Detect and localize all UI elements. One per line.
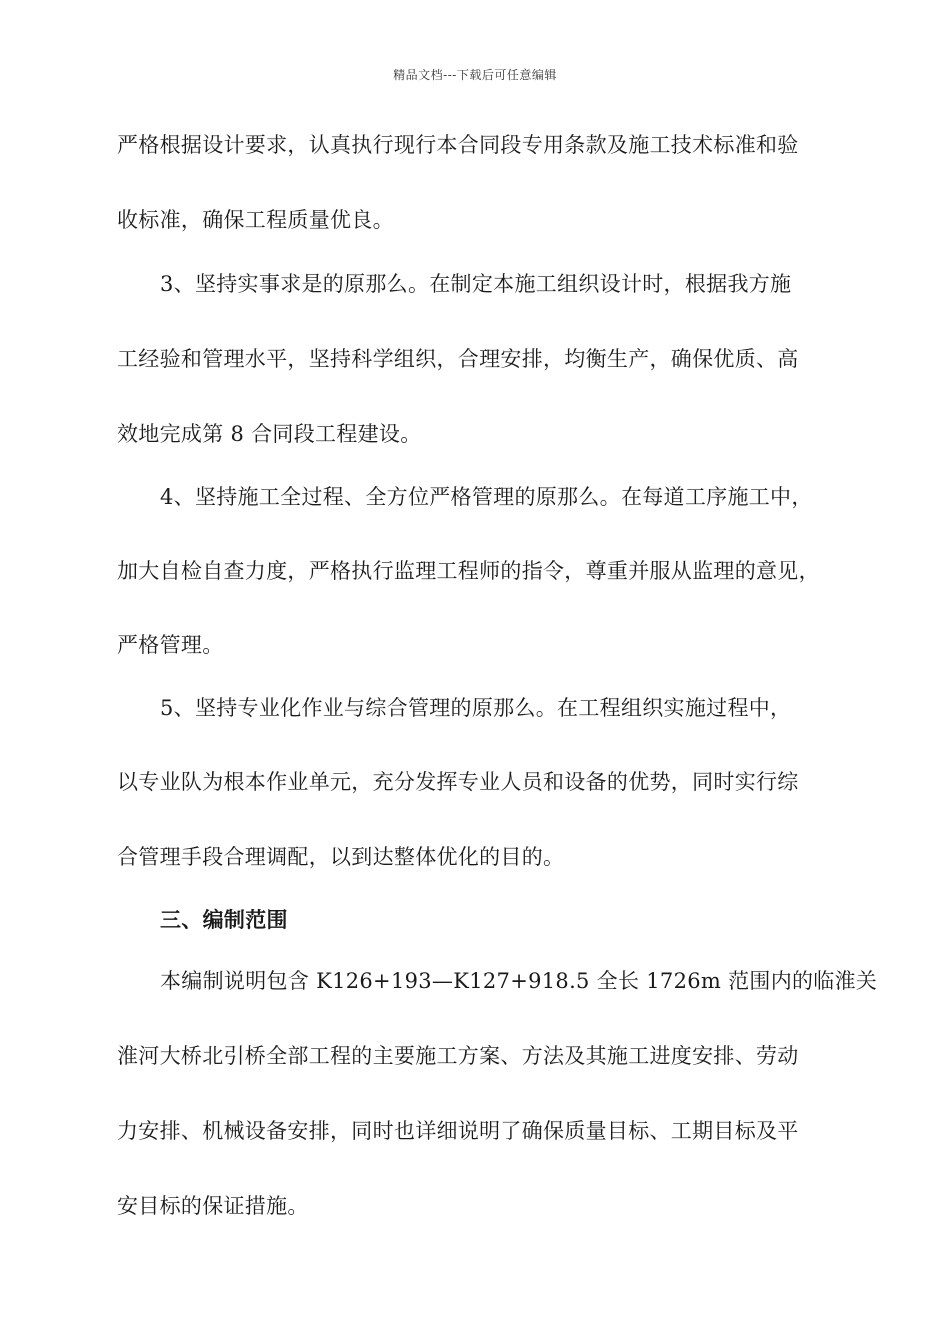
body-line: 效地完成第 8 合同段工程建设。	[117, 422, 422, 446]
page-header: 精品文档---下载后可任意编辑	[393, 68, 557, 82]
body-line: 加大自检自查力度，严格执行监理工程师的指令，尊重并服从监理的意见，	[117, 559, 820, 583]
body-line: 合管理手段合理调配，以到达整体优化的目的。	[117, 845, 565, 869]
body-line: 3、坚持实事求是的原那么。在制定本施工组织设计时，根据我方施	[160, 272, 792, 296]
body-line: 收标准，确保工程质量优良。	[117, 208, 394, 232]
body-line: 工经验和管理水平，坚持科学组织，合理安排，均衡生产，确保优质、高	[117, 347, 799, 371]
body-line: 5、坚持专业化作业与综合管理的原那么。在工程组织实施过程中，	[160, 696, 792, 720]
body-line: 力安排、机械设备安排，同时也详细说明了确保质量目标、工期目标及平	[117, 1119, 799, 1143]
section-heading: 三、编制范围	[160, 907, 288, 932]
body-line: 以专业队为根本作业单元，充分发挥专业人员和设备的优势，同时实行综	[117, 770, 799, 794]
body-line: 严格根据设计要求，认真执行现行本合同段专用条款及施工技术标准和验	[117, 133, 799, 157]
body-line: 4、坚持施工全过程、全方位严格管理的原那么。在每道工序施工中，	[160, 485, 813, 509]
body-line: 本编制说明包含 K126+193—K127+918.5 全长 1726m 范围内的临淮关	[160, 969, 878, 993]
body-line: 安目标的保证措施。	[117, 1194, 309, 1218]
body-line: 严格管理。	[117, 633, 224, 657]
body-line: 淮河大桥北引桥全部工程的主要施工方案、方法及其施工进度安排、劳动	[117, 1044, 799, 1068]
